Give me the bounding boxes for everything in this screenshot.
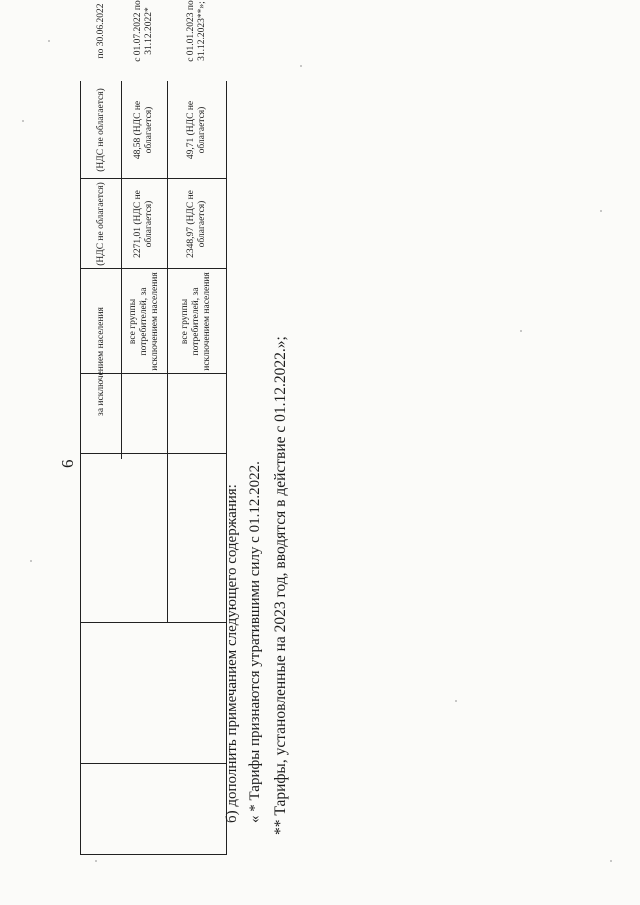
table-cell-period: с 01.07.2022 по 31.12.2022*: [133, 0, 154, 62]
table-cell-tariff: (НДС не облагается): [95, 182, 106, 266]
table-cell-tariff: 2271,01 (НДС не облагается): [133, 190, 154, 258]
note-first: « * Тарифы признаются утратившими силу с 01.12.2022.: [247, 461, 263, 823]
table-cell-tariff: 48,58 (НДС не облагается): [133, 100, 154, 160]
table-cell-period: с 01.01.2023 по 31.12.2023**»;: [185, 0, 207, 62]
table-cell-group: все группы потребителей, за исключением населения: [180, 272, 212, 371]
column-divider: [81, 763, 226, 764]
table-cell-group: все группы потребителей, за исключением населения: [127, 272, 160, 371]
scan-speck: [30, 560, 32, 562]
column-divider: [81, 622, 226, 623]
page-number: 6: [58, 459, 77, 468]
note-intro: б) дополнить примечанием следующего содержания:: [224, 484, 240, 823]
scan-speck: [610, 860, 612, 862]
scan-speck: [455, 700, 457, 702]
scan-speck: [95, 860, 97, 862]
tariff-table: [80, 0, 227, 855]
table-cell-tariff: (НДС не облагается): [95, 88, 106, 172]
scan-speck: [48, 40, 50, 42]
table-cell-period: по 30.06.2022: [95, 3, 106, 59]
note-second: ** Тарифы, установленные на 2023 год, вводятся в действие с 01.12.2022.»;: [272, 336, 289, 835]
row-divider: [167, 459, 168, 623]
scan-speck: [300, 65, 302, 67]
scan-speck: [22, 120, 24, 122]
table-cell-tariff: 49,71 (НДС не облагается): [185, 100, 207, 160]
scan-speck: [520, 330, 522, 332]
scan-speck: [600, 210, 602, 212]
table-cell-group: за исключением населения: [95, 307, 106, 416]
table-cell-tariff: 2348,97 (НДС не облагается): [185, 190, 207, 258]
